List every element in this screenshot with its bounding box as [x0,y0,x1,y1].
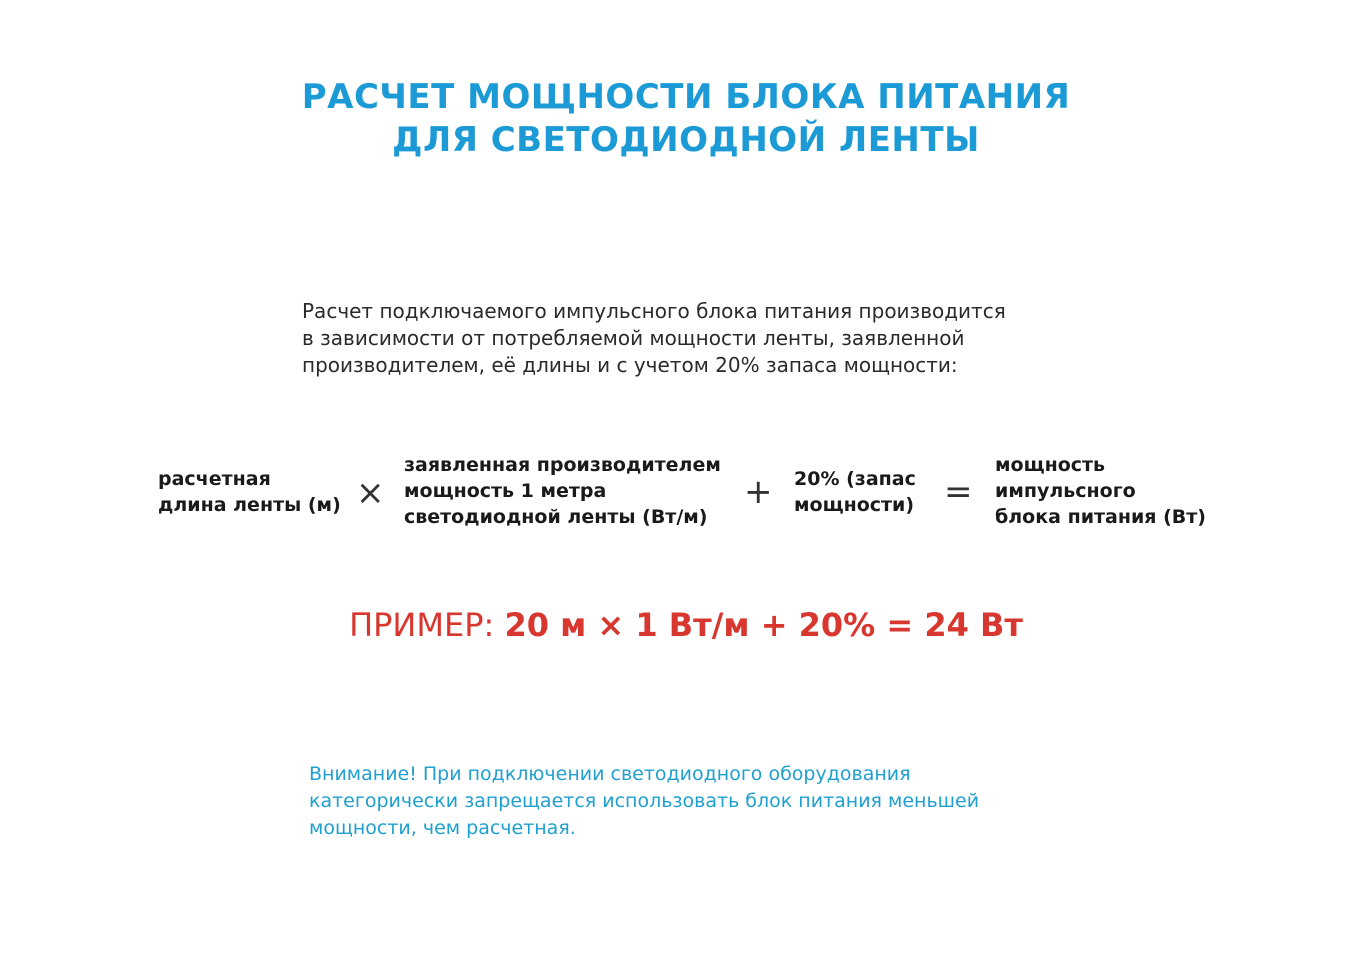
title-line-2: ДЛЯ СВЕТОДИОДНОЙ ЛЕНТЫ [392,120,980,160]
page-title [0,76,1372,162]
term-line: импульсного [995,480,1136,502]
example-calculation [0,603,1372,647]
formula-term-result [995,452,1206,530]
term-line: светодиодной ленты (Вт/м) [404,506,708,528]
intro-paragraph [302,298,1102,379]
formula-term-power-per-meter [404,452,721,530]
intro-line-2: в зависимости от потребляемой мощности ленты, заявленной [302,326,965,350]
intro-line-3: производителем, её длины и с учетом 20% запаса мощности: [302,353,958,377]
term-line: мощность [995,454,1106,476]
example-formula: 20 м × 1 Вт/м + 20% = 24 Вт [504,606,1023,644]
term-line: расчетная [158,468,271,490]
multiply-sign: × [356,473,385,513]
formula-term-reserve [794,466,916,518]
term-line: мощности) [794,494,915,516]
term-line: мощность 1 метра [404,480,607,502]
formula-term-strip-length [158,466,341,518]
power-formula [0,450,1372,540]
example-label: ПРИМЕР: [349,606,505,644]
warning-line-1: Внимание! При подключении светодиодного оборудования [309,763,911,785]
plus-sign: + [744,472,773,512]
warning-line-3: мощности, чем расчетная. [309,817,576,839]
warning-line-2: категорически запрещается использовать блок питания меньшей [309,790,980,812]
title-line-1: РАСЧЕТ МОЩНОСТИ БЛОКА ПИТАНИЯ [301,77,1071,117]
term-line: блока питания (Вт) [995,506,1206,528]
term-line: длина ленты (м) [158,494,341,516]
term-line: 20% (запас [794,468,916,490]
term-line: заявленная производителем [404,454,721,476]
equals-sign: = [944,472,973,512]
intro-line-1: Расчет подключаемого импульсного блока питания производится [302,299,1006,323]
warning-note [309,761,1109,842]
